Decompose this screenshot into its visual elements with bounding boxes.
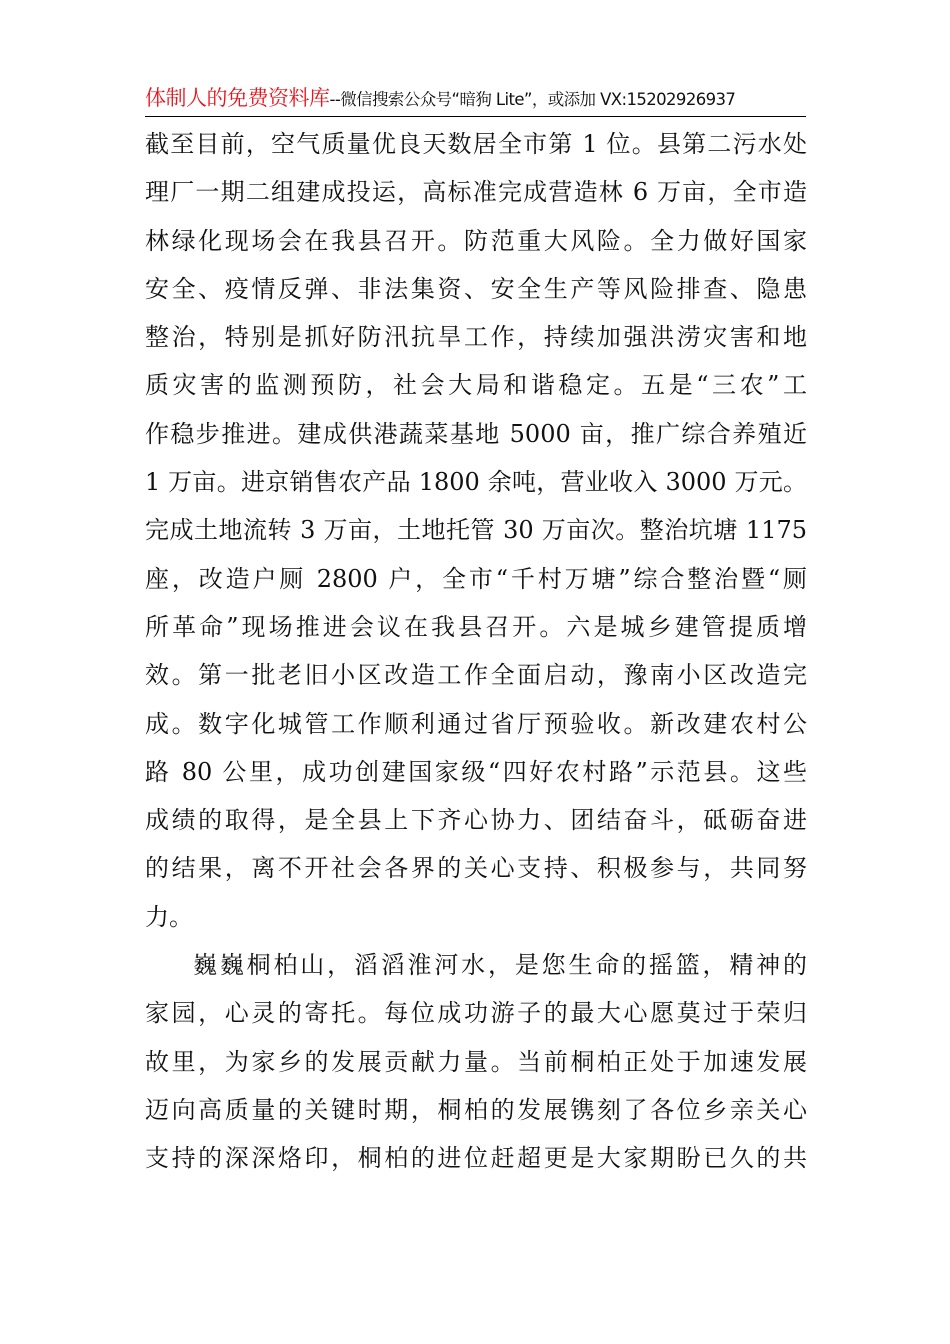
page-header bbox=[145, 84, 805, 114]
paragraph-1 bbox=[145, 120, 807, 941]
text-line: 理厂一期二组建成投运，高标准完成营造林 6 万亩，全市造 bbox=[145, 178, 807, 207]
text-line: 安全、疫情反弹、非法集资、安全生产等风险排查、隐患 bbox=[145, 274, 807, 303]
text-line: 林绿化现场会在我县召开。防范重大风险。全力做好国家 bbox=[145, 226, 807, 255]
text-line: 质灾害的监测预防，社会大局和谐稳定。五是“三农”工 bbox=[145, 371, 807, 400]
text-line: 座，改造户厕 2800 户，全市“千村万塘”综合整治暨“厕 bbox=[145, 564, 807, 593]
paragraph-2 bbox=[145, 941, 807, 1182]
text-line: 的结果，离不开社会各界的关心支持、积极参与，共同努 bbox=[145, 854, 807, 883]
document-body bbox=[145, 120, 807, 1183]
text-line: 巍巍桐柏山，滔滔淮河水，是您生命的摇篮，精神的 bbox=[193, 951, 807, 980]
text-line: 路 80 公里，成功创建国家级“四好农村路”示范县。这些 bbox=[145, 757, 807, 786]
text-line: 迈向高质量的关键时期，桐柏的发展镌刻了各位乡亲关心 bbox=[145, 1095, 807, 1124]
header-divider bbox=[145, 116, 806, 117]
text-line: 1 万亩。进京销售农产品 1800 余吨，营业收入 3000 万元。 bbox=[145, 468, 807, 497]
text-line: 力。 bbox=[145, 902, 193, 931]
text-line: 成绩的取得，是全县上下齐心协力、团结奋斗，砥砺奋进 bbox=[145, 806, 807, 835]
text-line: 故里，为家乡的发展贡献力量。当前桐柏正处于加速发展 bbox=[145, 1047, 807, 1076]
text-line: 所革命”现场推进会议在我县召开。六是城乡建管提质增 bbox=[145, 612, 807, 641]
text-line: 截至目前，空气质量优良天数居全市第 1 位。县第二污水处 bbox=[145, 130, 807, 158]
header-brand: 体制人的免费资料库 bbox=[145, 86, 330, 110]
text-line: 成。数字化城管工作顺利通过省厅预验收。新改建农村公 bbox=[145, 709, 807, 738]
text-line: 支持的深深烙印，桐柏的进位赶超更是大家期盼已久的共 bbox=[145, 1144, 807, 1173]
text-line: 效。第一批老旧小区改造工作全面启动，豫南小区改造完 bbox=[145, 661, 807, 690]
text-line: 家园，心灵的寄托。每位成功游子的最大心愿莫过于荣归 bbox=[145, 999, 807, 1028]
text-line: 整治，特别是抓好防汛抗旱工作，持续加强洪涝灾害和地 bbox=[145, 323, 807, 352]
header-contact-note: --微信搜索公众号“暗狗 Lite”，或添加 VX:15202926937 bbox=[329, 90, 736, 109]
text-line: 作稳步推进。建成供港蔬菜基地 5000 亩，推广综合养殖近 bbox=[145, 419, 807, 448]
text-line: 完成土地流转 3 万亩，土地托管 30 万亩次。整治坑塘 1175 bbox=[145, 516, 807, 545]
